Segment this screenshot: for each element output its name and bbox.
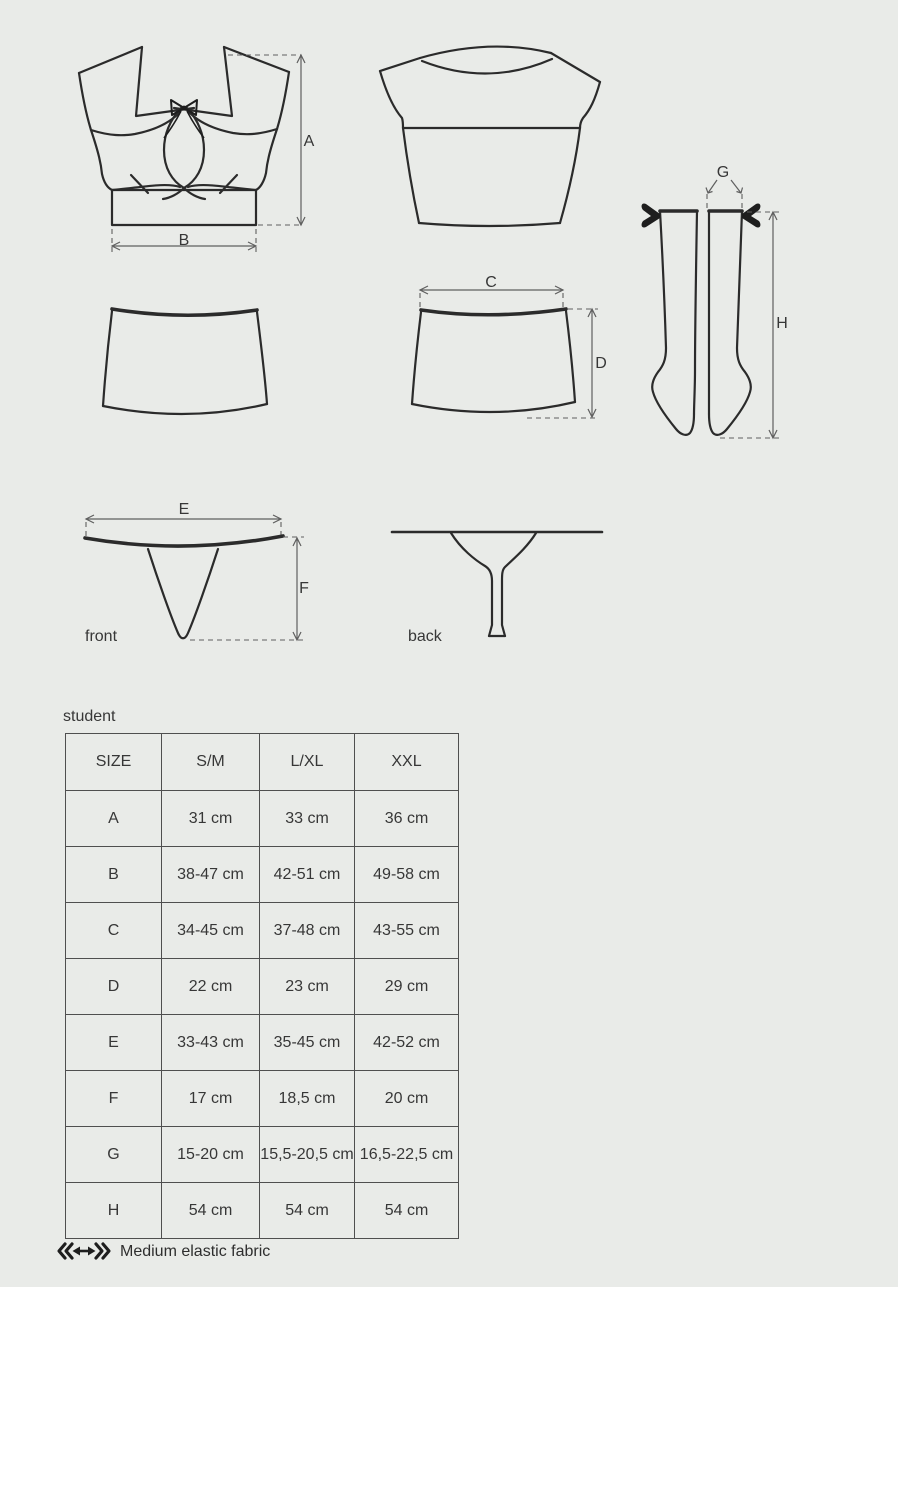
- drawing-top-back: [375, 40, 605, 230]
- table-row: [66, 1071, 459, 1127]
- table-cell: 54 cm: [355, 1183, 459, 1239]
- table-row-label: B: [66, 847, 162, 903]
- table-cell: 42-51 cm: [260, 847, 355, 903]
- table-row-label: G: [66, 1127, 162, 1183]
- table-header-row: [66, 734, 459, 791]
- table-header-cell: XXL: [355, 734, 459, 791]
- table-cell: 38-47 cm: [162, 847, 260, 903]
- dim-label-e: E: [178, 501, 190, 518]
- table-row-label: E: [66, 1015, 162, 1071]
- garment-outline: [392, 532, 602, 636]
- dim-f-lines: [190, 537, 304, 640]
- bow-right-icon: [742, 203, 760, 227]
- table-cell: 18,5 cm: [260, 1071, 355, 1127]
- table-cell: 15,5-20,5 cm: [260, 1127, 355, 1183]
- dim-label-d: D: [595, 355, 607, 372]
- garment-outline: [85, 536, 283, 638]
- table-row-label: D: [66, 959, 162, 1015]
- table-row: [66, 847, 459, 903]
- dim-label-a: A: [303, 133, 315, 150]
- dim-label-c: C: [485, 274, 497, 291]
- table-row: [66, 1127, 459, 1183]
- table-cell: 33 cm: [260, 791, 355, 847]
- size-table-container: [65, 733, 459, 1239]
- dim-d-lines: [527, 309, 598, 418]
- garment-outline: [380, 47, 600, 226]
- dim-h-lines: [720, 212, 783, 438]
- table-cell: 16,5-22,5 cm: [355, 1127, 459, 1183]
- drawing-skirt-front: [95, 302, 280, 427]
- view-label-back: back: [408, 628, 442, 645]
- garment-outline: [103, 309, 267, 414]
- table-title: student: [63, 708, 116, 725]
- table-cell: 34-45 cm: [162, 903, 260, 959]
- table-cell: 42-52 cm: [355, 1015, 459, 1071]
- table-row-label: H: [66, 1183, 162, 1239]
- dim-g-lines: [706, 180, 743, 212]
- table-cell: 29 cm: [355, 959, 459, 1015]
- table-header-cell: S/M: [162, 734, 260, 791]
- table-row: [66, 903, 459, 959]
- size-table: [65, 733, 459, 1239]
- drawing-top-front: [60, 38, 320, 258]
- table-cell: 31 cm: [162, 791, 260, 847]
- table-row: [66, 959, 459, 1015]
- table-cell: 22 cm: [162, 959, 260, 1015]
- bow-left-icon: [642, 203, 660, 227]
- fabric-note: Medium elastic fabric: [120, 1243, 271, 1260]
- view-label-front: front: [85, 628, 118, 645]
- stretch-arrows-icon: [57, 1242, 111, 1260]
- drawing-skirt-back: [405, 275, 615, 425]
- table-cell: 20 cm: [355, 1071, 459, 1127]
- garment-outline: [79, 47, 289, 225]
- table-cell: 43-55 cm: [355, 903, 459, 959]
- table-row: [66, 791, 459, 847]
- table-header-cell: L/XL: [260, 734, 355, 791]
- stocking-right: [709, 211, 751, 435]
- table-cell: 37-48 cm: [260, 903, 355, 959]
- table-cell: 54 cm: [162, 1183, 260, 1239]
- dim-label-f: F: [299, 580, 309, 597]
- dim-label-h: H: [776, 315, 788, 332]
- drawing-stockings: [640, 160, 795, 450]
- table-cell: 35-45 cm: [260, 1015, 355, 1071]
- table-row: [66, 1183, 459, 1239]
- stocking-left: [652, 211, 697, 435]
- table-cell: 36 cm: [355, 791, 459, 847]
- table-cell: 15-20 cm: [162, 1127, 260, 1183]
- table-cell: 49-58 cm: [355, 847, 459, 903]
- table-row: [66, 1015, 459, 1071]
- garment-outline: [412, 309, 575, 412]
- table-row-label: A: [66, 791, 162, 847]
- table-row-label: C: [66, 903, 162, 959]
- table-cell: 23 cm: [260, 959, 355, 1015]
- dim-label-g: G: [716, 164, 730, 181]
- table-cell: 33-43 cm: [162, 1015, 260, 1071]
- table-header-cell: SIZE: [66, 734, 162, 791]
- drawing-panties-back: [385, 505, 610, 645]
- dim-label-b: B: [178, 232, 190, 249]
- dim-a-lines: [228, 55, 305, 225]
- table-row-label: F: [66, 1071, 162, 1127]
- table-cell: 54 cm: [260, 1183, 355, 1239]
- table-cell: 17 cm: [162, 1071, 260, 1127]
